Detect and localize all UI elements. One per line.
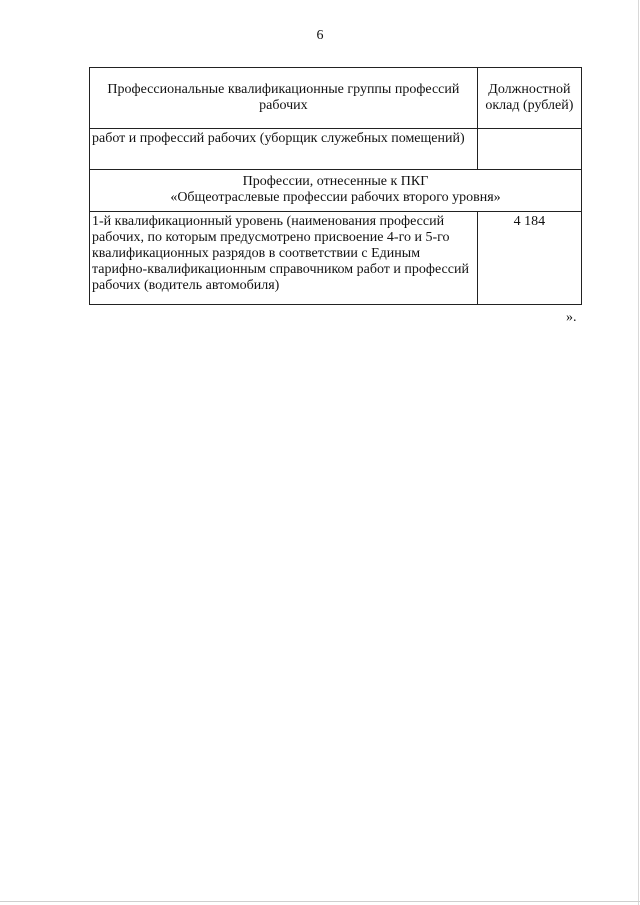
group-heading-line-1: Профессии, отнесенные к ПКГ: [242, 174, 429, 189]
closing-quote: ».: [566, 310, 577, 325]
group-heading-line-2: «Общеотраслевые профессии рабочих второго уровня»: [170, 190, 501, 205]
salary-table: [89, 67, 582, 305]
header-profession-groups: Профессиональные квалификационные группы профессий рабочих: [90, 68, 478, 129]
group-heading-row: [90, 170, 582, 212]
table-row: [90, 212, 582, 305]
continuation-salary-cell: [477, 129, 581, 170]
level-salary-cell: 4 184: [477, 212, 581, 305]
table-header-row: [90, 68, 582, 129]
header-salary: Должностной оклад (рублей): [477, 68, 581, 129]
scan-edge-line: [638, 0, 639, 905]
scan-bottom-line: [0, 901, 640, 902]
table-row: [90, 129, 582, 170]
level-text-cell: 1-й квалификационный уровень (наименования профессий рабочих, по которым предусмотрено присвоение 4-го и 5-го квалификационных разрядов в соответствии с Единым тарифно-квалификационным справочником работ и профессий рабочих (водитель автомобиля): [90, 212, 478, 305]
page-number: 6: [316, 28, 324, 43]
group-heading-cell: [90, 170, 582, 212]
continuation-text-cell: работ и профессий рабочих (уборщик служебных помещений): [90, 129, 478, 170]
